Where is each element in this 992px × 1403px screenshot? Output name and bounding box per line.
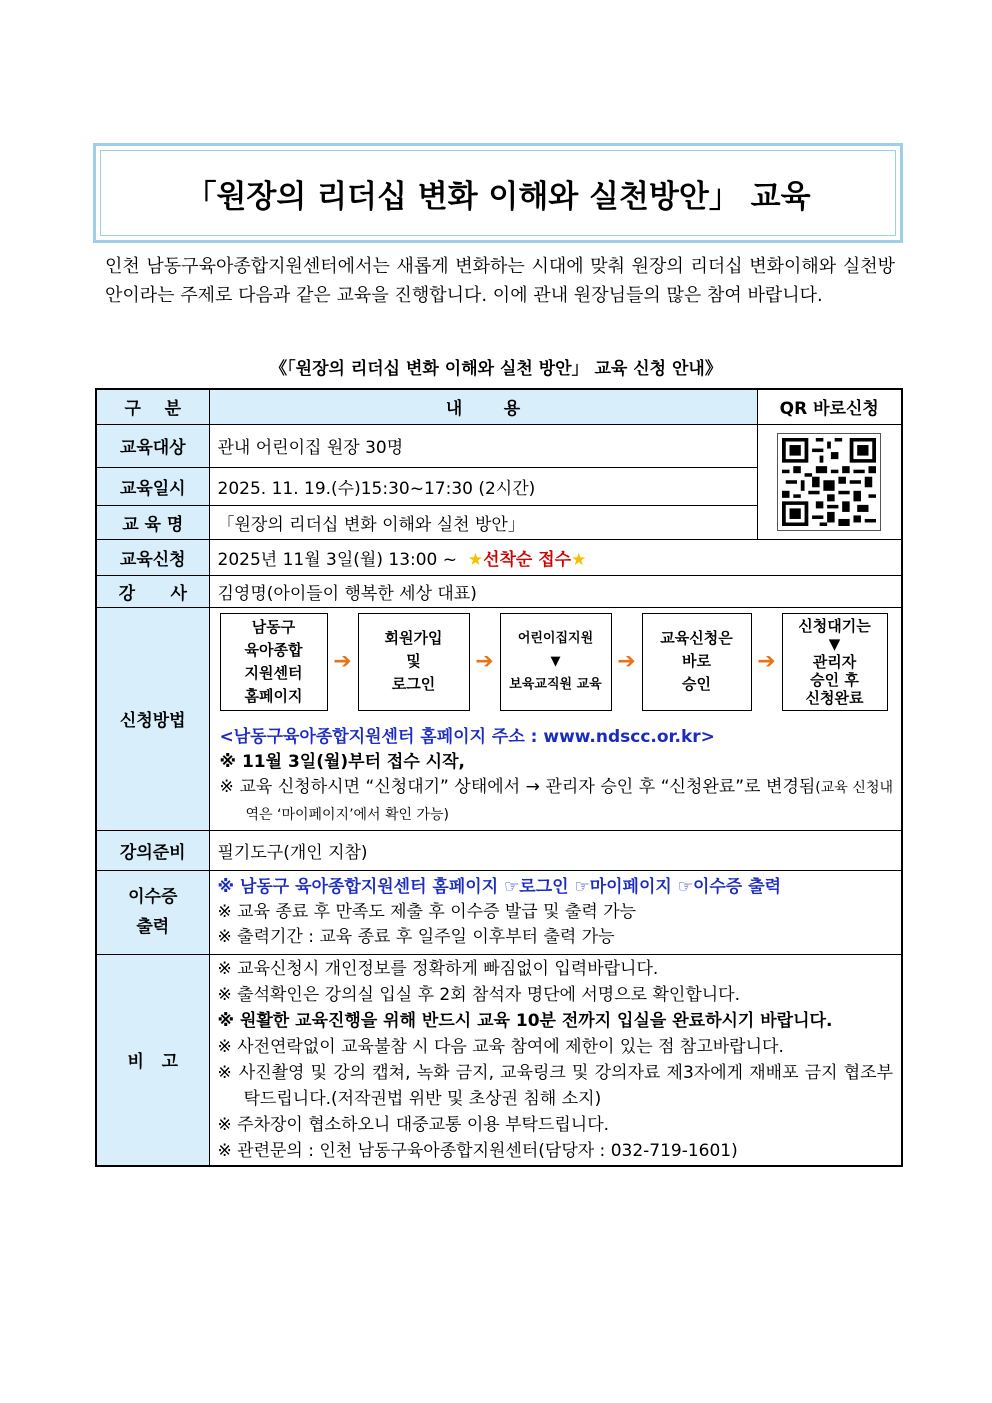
flow-step-text: 및 <box>406 652 421 670</box>
method-note-small: (교육 신청내역은 ‘마이페이지’에서 확인 가능) <box>245 779 893 823</box>
table-row <box>96 539 902 575</box>
flow-step-text: 신청완료 <box>805 688 864 707</box>
method-note-status <box>220 774 894 828</box>
header-content: 내 용 <box>209 389 757 424</box>
cert-note-2: ※ 교육 종료 후 만족도 제출 후 이수증 발급 및 출력 가능 <box>217 901 637 922</box>
flow-step-text: 교육신청은 <box>660 629 733 647</box>
flow-step-approval <box>642 613 752 711</box>
row-value-remarks <box>209 954 902 1166</box>
remark-7: ※ 관련문의 : 인천 남동구육아종합지원센터(담당자 : 032-719-1601) <box>217 1140 738 1161</box>
homepage-link[interactable]: <남동구육아종합지원센터 홈페이지 주소 : www.ndscc.or.kr> <box>219 726 715 747</box>
flow-step-login <box>358 613 470 711</box>
flow-step-waiting <box>782 613 888 711</box>
row-value-date: 2025. 11. 19.(수)15:30~17:30 (2시간) <box>209 467 757 505</box>
star-icon: ★ <box>467 549 484 570</box>
title-box <box>93 143 903 243</box>
row-label-remarks: 비 고 <box>96 954 209 1166</box>
section-subtitle: 《「원장의 리더십 변화 이해와 실천 방안」 교육 신청 안내》 <box>270 359 722 379</box>
row-value-lecturer: 김영명(아이들이 행복한 세상 대표) <box>209 575 902 607</box>
first-come-badge: 선착순 접수 <box>483 549 572 570</box>
info-table <box>95 388 903 1167</box>
row-label-lecturer: 강 사 <box>96 575 209 607</box>
remark-2: ※ 출석확인은 강의실 입실 후 2회 참석자 명단에 서명으로 확인합니다. <box>217 984 740 1005</box>
table-row <box>96 424 902 467</box>
qr-cell[interactable] <box>757 424 902 539</box>
flow-step-text: 승인 <box>682 675 711 693</box>
row-label-apply: 교육신청 <box>96 539 209 575</box>
row-label-date: 교육일시 <box>96 467 209 505</box>
row-value-apply <box>209 539 902 575</box>
flow-step-text: 보육교직원 교육 <box>509 677 602 692</box>
row-label-method: 신청방법 <box>96 607 209 830</box>
table-row <box>96 954 902 1166</box>
flow-step-text: 육아종합 <box>244 640 303 659</box>
flow-step-text: 어린이집지원 <box>517 631 594 646</box>
flow-step-homepage <box>220 613 328 711</box>
intro-paragraph: 인천 남동구육아종합지원센터에서는 새롭게 변화하는 시대에 맞춰 원장의 리더십 변화이해와 실천방안이라는 주제로 다음과 같은 교육을 진행합니다. 이에 관내 원장님들의 많은 참여 바랍니다. <box>105 256 895 306</box>
flow-step-text: 승인 후 <box>810 670 859 689</box>
remark-6: ※ 주차장이 협소하오니 대중교통 이용 부탁드립니다. <box>217 1114 610 1135</box>
qr-code[interactable] <box>777 433 881 531</box>
flow-step-daycare <box>500 613 612 711</box>
row-value-method <box>209 607 902 830</box>
apply-date-text: 2025년 11월 3일(월) 13:00 ~ <box>217 549 463 570</box>
flow-step-text: 관리자 <box>812 652 857 671</box>
flow-step-text: ▼ <box>550 654 561 669</box>
cert-note-3: ※ 출력기간 : 교육 종료 후 일주일 이후부터 출력 가능 <box>217 926 615 947</box>
qr-code-icon <box>782 438 876 526</box>
row-label-cert <box>96 870 209 954</box>
flow-step-text: 홈페이지 <box>244 686 303 705</box>
flow-step-text: 신청대기는 <box>798 616 871 635</box>
table-row <box>96 575 902 607</box>
row-label-cert-line2: 출력 <box>136 917 170 937</box>
flow-step-text: 회원가입 <box>384 629 443 647</box>
flow-step-text: ▼ <box>828 634 841 653</box>
method-note-start: ※ 11월 3일(월)부터 접수 시작, <box>219 751 465 772</box>
table-row <box>96 607 902 830</box>
page-title: 「원장의 리더십 변화 이해와 실천방안」 교육 <box>100 150 896 236</box>
row-value-cert <box>209 870 902 954</box>
arrow-right-icon: ➔ <box>617 649 636 674</box>
table-header-row <box>96 389 902 424</box>
flow-step-text: 로그인 <box>391 675 436 693</box>
remark-5: ※ 사진촬영 및 강의 캡쳐, 녹화 금지, 교육링크 및 강의자료 제3자에게 재배포 금지 협조부탁드립니다.(저작권법 위반 및 초상권 침해 소지) <box>217 1062 893 1109</box>
row-label-prep: 강의준비 <box>96 830 209 870</box>
star-icon: ★ <box>571 549 587 570</box>
header-category: 구 분 <box>96 389 209 424</box>
table-row <box>96 830 902 870</box>
arrow-right-icon: ➔ <box>475 649 494 674</box>
flow-step-text: 바로 <box>682 652 711 670</box>
row-value-target: 관내 어린이집 원장 30명 <box>209 424 757 467</box>
row-label-cert-line1: 이수증 <box>128 887 178 907</box>
remark-1: ※ 교육신청시 개인정보를 정확하게 빠짐없이 입력바랍니다. <box>217 958 659 979</box>
row-value-name: 「원장의 리더십 변화 이해와 실천 방안」 <box>209 505 757 539</box>
row-label-name: 교 육 명 <box>96 505 209 539</box>
remark-4: ※ 사전연락없이 교육불참 시 다음 교육 참여에 제한이 있는 점 참고바랍니다. <box>217 1036 784 1057</box>
method-note-status-text: ※ 교육 신청하시면 “신청대기” 상태에서 → 관리자 승인 후 “신청완료”로 변경됨 <box>219 776 816 797</box>
remark-3: ※ 원활한 교육진행을 위해 반드시 교육 10분 전까지 입실을 완료하시기 바랍니다. <box>217 1010 833 1031</box>
row-value-prep: 필기도구(개인 지참) <box>209 830 902 870</box>
table-row <box>96 870 902 954</box>
application-flow <box>220 610 894 714</box>
row-label-target: 교육대상 <box>96 424 209 467</box>
flow-step-text: 지원센터 <box>244 663 303 682</box>
cert-note-1: ※ 남동구 육아종합지원센터 홈페이지 ☞로그인 ☞마이페이지 ☞이수증 출력 <box>217 876 781 897</box>
arrow-right-icon: ➔ <box>333 649 352 674</box>
flow-step-text: 남동구 <box>251 617 296 636</box>
header-qr: QR 바로신청 <box>757 389 902 424</box>
arrow-right-icon: ➔ <box>757 649 776 674</box>
